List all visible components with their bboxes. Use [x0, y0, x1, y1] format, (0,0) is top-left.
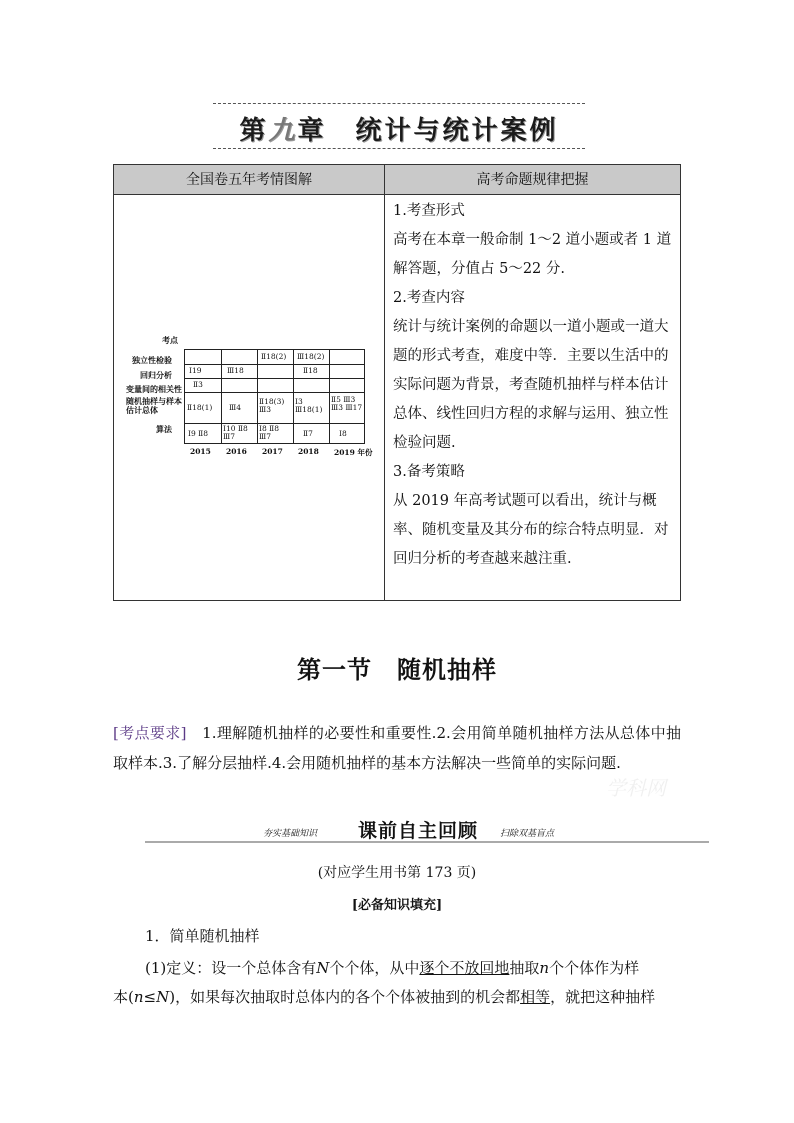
blank-answer: 相等 — [520, 988, 551, 1006]
chart-cell: Ⅲ18 — [227, 366, 244, 375]
chart-cell: Ⅲ18(2) — [297, 352, 325, 361]
chart-row-label: 回归分析 — [140, 370, 172, 380]
overview-table — [113, 164, 681, 601]
band-divider — [145, 841, 709, 843]
watermark: 学科网 — [606, 776, 666, 800]
book-reference: (对应学生用书第 173 页) — [317, 865, 477, 881]
pattern-heading: 3.备考策略 — [393, 464, 465, 480]
pattern-heading: 2.考查内容 — [393, 290, 465, 306]
pattern-heading: 1.考查形式 — [393, 203, 465, 219]
chart-cell: Ⅲ4 — [229, 403, 242, 412]
section-band — [145, 816, 709, 842]
chart-cell: Ⅱ18(3) Ⅲ3 — [259, 397, 285, 414]
section-title: 第一节 随机抽样 — [297, 656, 497, 684]
chart-cell: Ⅱ18(1) — [187, 403, 213, 412]
item-heading: 1．简单随机抽样 — [145, 927, 260, 945]
fill-heading: [必备知识填充] — [351, 898, 443, 913]
chart-row-label: 变量间的相关性 — [126, 384, 182, 394]
pattern-paragraph: 统计与统计案例的命题以一道小题或一道大题的形式考查，难度中等．主要以生活中的实际问题为背景，考查随机抽样与样本估计总体、线性回归方程的求解与运用、独立性检验问题. — [393, 319, 669, 451]
definition-line: (1)定义：设一个总体含有N个个体，从中逐个不放回地抽取n个个体作为样 — [145, 959, 640, 977]
chart-cell: Ⅱ18 — [303, 366, 318, 375]
chapter-banner — [213, 103, 585, 149]
definition-line: 本(n≤N)，如果每次抽取时总体内的各个个体被抽到的机会都相等，就把这种抽样 — [113, 988, 656, 1006]
chart-cell: Ⅰ3 Ⅲ18(1) — [295, 397, 323, 414]
chart-cell: Ⅱ3 — [193, 380, 203, 389]
chart-year-label: 2019 年份 — [334, 448, 373, 457]
chart-cell: Ⅱ5 Ⅲ3 Ⅲ3 Ⅲ17 — [331, 395, 363, 412]
chart-grid — [184, 349, 365, 444]
chart-axis-label: 考点 — [162, 335, 178, 345]
chart-year-label: 2017 — [262, 447, 283, 456]
chart-cell: Ⅱ18(2) — [261, 352, 287, 361]
chart-cell: Ⅰ9 Ⅱ8 — [188, 429, 208, 438]
chart-cell: Ⅰ10 Ⅱ8 Ⅲ7 — [223, 424, 248, 441]
chart-row-label: 随机抽样与样本估计总体 — [126, 396, 182, 415]
requirements-tag: [考点要求] — [113, 724, 187, 742]
requirements — [113, 718, 681, 778]
chart-cell: Ⅱ7 — [303, 429, 313, 438]
exam-pattern-text — [393, 197, 678, 574]
chart-row-label: 算法 — [156, 424, 172, 434]
exam-chart — [126, 331, 378, 457]
chart-cell: Ⅰ19 — [189, 366, 202, 375]
chart-year-label: 2018 — [298, 447, 319, 456]
chapter-title: 第九章 统计与统计案例 — [239, 116, 559, 146]
exam-chart-cell — [114, 195, 385, 600]
table-header-left: 全国卷五年考情图解 — [114, 165, 385, 195]
blank-answer: 逐个不放回地 — [419, 959, 510, 977]
chart-year-label: 2015 — [190, 447, 211, 456]
chart-cell: Ⅰ8 — [339, 429, 347, 438]
band-right-text: 扫除双基盲点 — [500, 829, 555, 839]
requirements-text: 1.理解随机抽样的必要性和重要性.2.会用简单随机抽样方法从总体中抽取样本.3.了解分层抽样.4.会用随机抽样的基本方法解决一些简单的实际问题. — [113, 724, 681, 772]
band-title: 课前自主回顾 — [358, 820, 479, 842]
table-header-right: 高考命题规律把握 — [385, 165, 680, 195]
chart-cell: Ⅰ8 Ⅱ8 Ⅲ7 — [259, 424, 279, 441]
band-left-text: 夯实基础知识 — [263, 829, 318, 839]
pattern-paragraph: 从 2019 年高考试题可以看出，统计与概率、随机变量及其分布的综合特点明显．对回归分析的考查越来越注重. — [393, 493, 669, 567]
pattern-paragraph: 高考在本章一般命制 1～2 道小题或者 1 道解答题，分值占 5～22 分. — [393, 232, 672, 277]
chart-year-label: 2016 — [226, 447, 247, 456]
chart-row-label: 独立性检验 — [132, 355, 172, 365]
